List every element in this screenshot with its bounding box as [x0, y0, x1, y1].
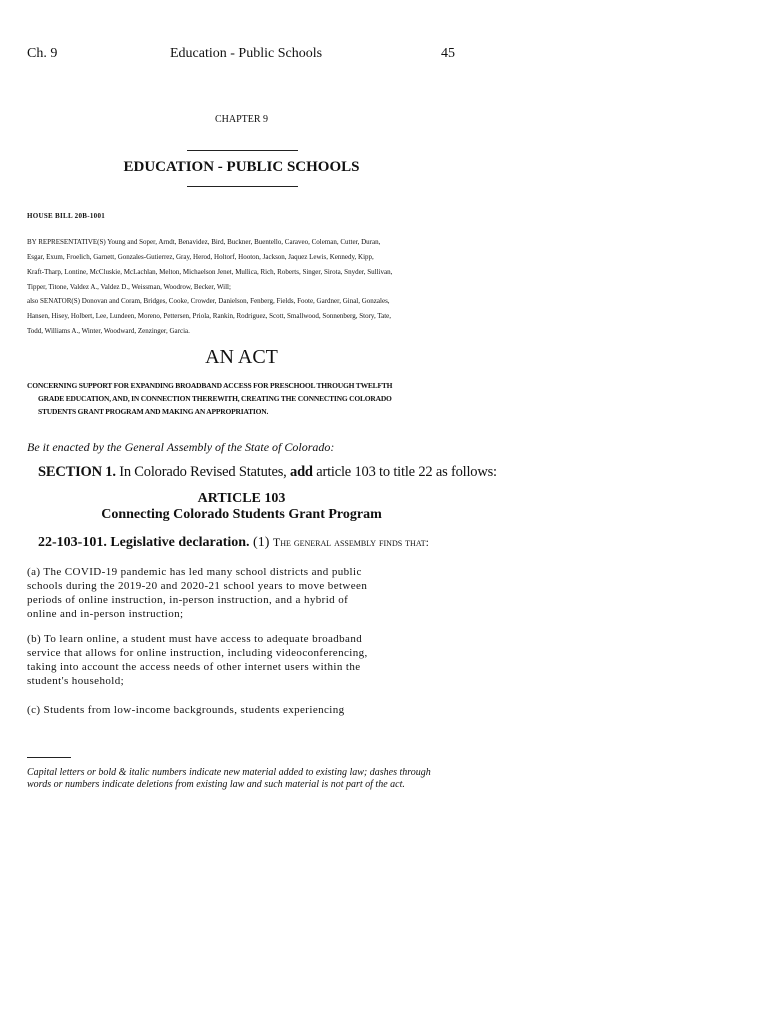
section-heading	[38, 535, 429, 551]
section-1-text: In Colorado Revised Statutes,	[115, 464, 291, 480]
concerning-line: CONCERNING SUPPORT FOR EXPANDING BROADBAND ACCESS FOR PRESCHOOL THROUGH TWELFTH	[27, 381, 393, 390]
running-header-title: Education - Public Schools	[170, 46, 323, 61]
enacting-clause: Be it enacted by the General Assembly of the State of Colorado:	[27, 440, 335, 454]
section-1-add: add	[290, 464, 313, 480]
chapter-label: CHAPTER 9	[214, 114, 269, 125]
section-lead-text: The general assembly finds that:	[272, 535, 429, 549]
section-1-line	[38, 464, 497, 481]
concerning-line: STUDENTS GRANT PROGRAM AND MAKING AN APPROPRIATION.	[38, 407, 269, 416]
act-heading: AN ACT	[205, 346, 278, 368]
paragraph-a-line: schools during the 2019-20 and 2020-21 school years to move between	[27, 580, 368, 592]
paragraph-a-line: periods of online instruction, in-person instruction, and a hybrid of	[27, 594, 349, 606]
subsection-number: (1)	[249, 535, 273, 550]
article-number: ARTICLE 103	[197, 491, 286, 506]
paragraph-a-line: (a) The COVID-19 pandemic has led many school districts and public	[27, 566, 362, 578]
article-name: Connecting Colorado Students Grant Program	[101, 507, 382, 522]
sponsor-line: Hansen, Hisey, Holbert, Lee, Lundeen, Moreno, Pettersen, Priola, Rankin, Rodriguez, Scott, Smallwood, Sonnenberg, Story, Tate,	[27, 312, 392, 320]
sponsor-line: also SENATOR(S) Donovan and Coram, Bridges, Cooke, Crowder, Danielson, Fenberg, Fields, Foote, Gardner, Ginal, Gonzales,	[27, 297, 390, 305]
paragraph-a-line: online and in-person instruction;	[27, 608, 184, 620]
paragraph-b-line: taking into account the access needs of other internet users within the	[27, 661, 361, 673]
sponsor-line: Esgar, Exum, Froelich, Garnett, Gonzales-Gutierrez, Gray, Herod, Holtorf, Hooton, Jackson, Jaquez Lewis, Kennedy, Kipp,	[27, 253, 374, 261]
title-rule-top	[187, 150, 298, 151]
section-1-label: SECTION 1.	[38, 464, 116, 480]
sponsor-line: Tipper, Titone, Valdez A., Valdez D., Weissman, Woodrow, Becker, Will;	[27, 283, 231, 291]
running-header-chapter: Ch. 9	[27, 46, 58, 61]
sponsor-line: Kraft-Tharp, Lontine, McCluskie, McLachlan, Melton, Michaelson Jenet, Mullica, Rich, Roberts, Singer, Sirota, Snyder, Sullivan,	[27, 268, 393, 276]
paragraph-c-line: (c) Students from low-income backgrounds, students experiencing	[27, 704, 345, 716]
section-1-text-end: article 103 to title 22 as follows:	[312, 464, 497, 480]
sponsor-line: BY REPRESENTATIVE(S) Young and Soper, Arndt, Benavidez, Bird, Buckner, Buentello, Caraveo, Coleman, Cutter, Duran,	[27, 238, 381, 246]
sponsor-line: Todd, Williams A., Winter, Woodward, Zenzinger, Garcia.	[27, 327, 190, 335]
chapter-title: EDUCATION - PUBLIC SCHOOLS	[123, 159, 360, 175]
paragraph-b-line: student's household;	[27, 675, 125, 687]
footnote-line: Capital letters or bold & italic numbers indicate new material added to existing law; dashes through	[27, 767, 431, 778]
paragraph-b-line: service that allows for online instruction, including videoconferencing,	[27, 647, 368, 659]
footnote-rule	[27, 757, 71, 758]
title-rule-bottom	[187, 186, 298, 187]
section-number: 22-103-101.	[38, 535, 107, 550]
section-title: Legislative declaration.	[110, 535, 250, 550]
paragraph-b-line: (b) To learn online, a student must have access to adequate broadband	[27, 633, 363, 645]
bill-number: HOUSE BILL 20B-1001	[27, 212, 106, 220]
page-number: 45	[441, 46, 455, 61]
concerning-line: GRADE EDUCATION, AND, IN CONNECTION THEREWITH, CREATING THE CONNECTING COLORADO	[38, 394, 392, 403]
footnote-line: words or numbers indicate deletions from existing law and such material is not part of the act.	[27, 779, 405, 790]
